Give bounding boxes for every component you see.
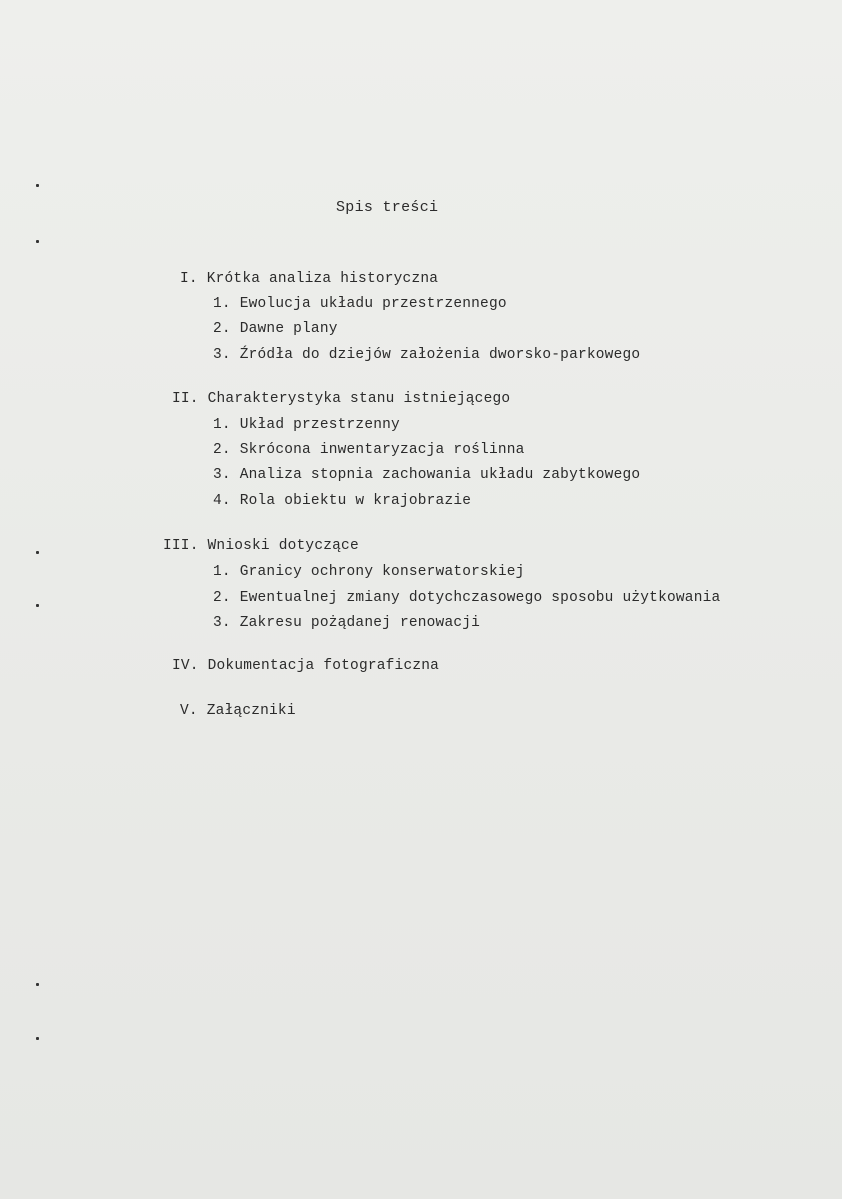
item-number: 2. — [213, 321, 231, 337]
margin-mark — [36, 1037, 39, 1040]
item-number: 3. — [213, 467, 231, 483]
item-text: Granicy ochrony konserwatorskiej — [239, 564, 525, 580]
list-item — [213, 466, 640, 484]
section-numeral: V. — [180, 703, 198, 719]
item-number: 4. — [213, 493, 231, 509]
section-title: Wnioski dotyczące — [207, 538, 359, 554]
item-text: Ewolucja układu przestrzennego — [239, 296, 507, 312]
section-title: Krótka analiza historyczna — [206, 271, 439, 287]
item-text: Analiza stopnia zachowania układu zabytkowego — [239, 467, 641, 483]
item-text: Rola obiektu w krajobrazie — [239, 493, 472, 509]
margin-mark — [36, 551, 39, 554]
item-number: 1. — [213, 417, 231, 433]
list-item — [213, 589, 720, 607]
section-heading — [172, 657, 439, 675]
item-text: Zakresu pożądanej renowacji — [239, 615, 481, 631]
margin-mark — [36, 240, 39, 243]
section-numeral: I. — [180, 271, 198, 287]
item-text: Układ przestrzenny — [239, 417, 400, 433]
item-number: 2. — [213, 442, 231, 458]
item-number: 2. — [213, 590, 231, 606]
list-item — [213, 563, 525, 581]
page-title: Spis treści — [336, 199, 439, 216]
item-text: Dawne plany — [239, 321, 338, 337]
list-item — [213, 320, 338, 338]
list-item — [213, 416, 400, 434]
item-number: 1. — [213, 564, 231, 580]
section-heading — [172, 390, 510, 408]
section-heading — [163, 537, 359, 555]
list-item — [213, 346, 640, 364]
item-text: Źródła do dziejów założenia dworsko-parkowego — [239, 347, 641, 363]
list-item — [213, 441, 525, 459]
section-numeral: III. — [163, 538, 199, 554]
section-heading — [180, 702, 296, 720]
item-text: Skrócona inwentaryzacja roślinna — [239, 442, 525, 458]
item-number: 1. — [213, 296, 231, 312]
list-item — [213, 614, 480, 632]
section-title: Charakterystyka stanu istniejącego — [207, 391, 511, 407]
item-number: 3. — [213, 347, 231, 363]
section-title: Dokumentacja fotograficzna — [207, 658, 440, 674]
list-item — [213, 295, 507, 313]
margin-mark — [36, 604, 39, 607]
margin-mark — [36, 184, 39, 187]
item-number: 3. — [213, 615, 231, 631]
margin-mark — [36, 983, 39, 986]
section-numeral: IV. — [172, 658, 199, 674]
section-title: Załączniki — [206, 703, 296, 719]
item-text: Ewentualnej zmiany dotychczasowego sposobu użytkowania — [239, 590, 721, 606]
list-item — [213, 492, 471, 510]
section-numeral: II. — [172, 391, 199, 407]
section-heading — [180, 270, 438, 288]
